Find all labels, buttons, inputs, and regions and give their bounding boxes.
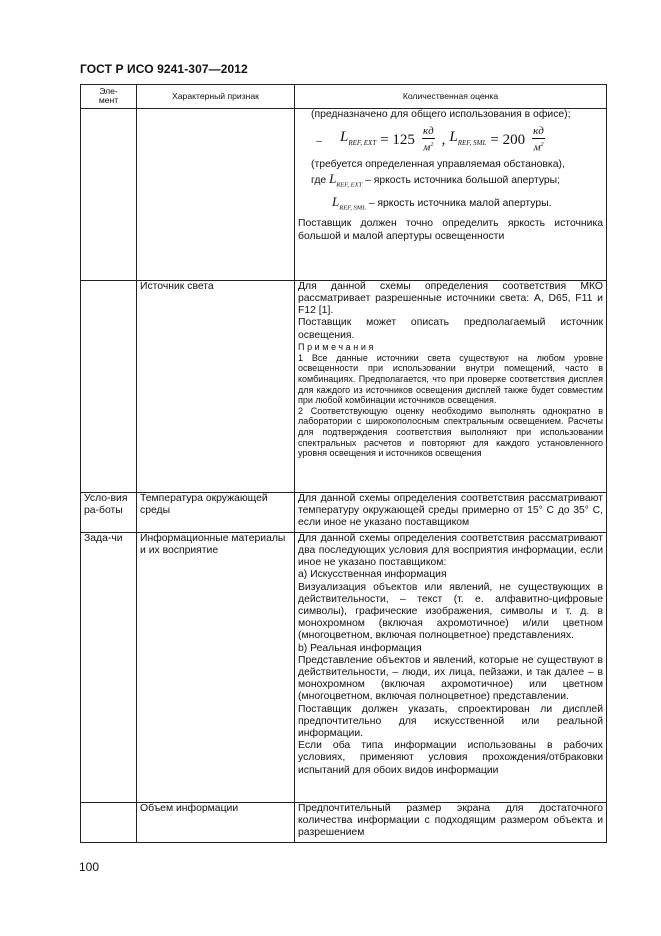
- table-row: [81, 802, 607, 842]
- feature-cell: Информационные материалы и их восприятие: [137, 532, 295, 802]
- page-number: 100: [79, 860, 100, 874]
- notes-heading: Примечания: [298, 341, 376, 352]
- element-cell: Усло-вия ра-боты: [81, 492, 137, 532]
- table-row: [81, 108, 607, 280]
- assessment-cell: Для данной схемы определения соответствия МКО рассматривает разрешенные источники света: А, D65, F11 и F12 [1]. Поставщик может описать предполагаемый источник освещения. Примечания 1 Все данные источники света существуют на любом уровне освещенности при использовании внутри помещений, часто в комбинациях. Предполагается, что при проверке соответствия дисплея для каждого из источников освещения дисплей также будет совместим при любой комбинации источников освещения. 2 Соответствующую оценку необходимо выполнять однократно в лаборатории с широкополосным спектральным освещением. Расчеты для подтверждения соответствия выполняют при использовании спектральных расчетов и повторяют для каждого установленного уровня освещения и источников освещения: [295, 280, 607, 492]
- header-assessment: Количественная оценка: [295, 85, 607, 109]
- feature-cell: Температура окружающей среды: [137, 492, 295, 532]
- luminance-formula: – $L_{REF, EXT}$ = 125 $\frac{кд}{м^2}$ , $L_{REF, SML}$ = 200 $\frac{кд}{м^2}$: [316, 125, 544, 154]
- assessment-cell: Для данной схемы определения соответствия рассматривают температуру окружающей среды примерно от 15° С до 35° С, если иное не указано поставщиком: [295, 492, 607, 532]
- feature-cell: Объем информации: [137, 802, 295, 842]
- feature-cell: Источник света: [137, 280, 295, 492]
- table-row: [81, 280, 607, 492]
- assessment-cell: Для данной схемы определения соответствия рассматривают два последующих условия для восприятия информации, если иное не указано поставщиком: a) Искусственная информация Визуализация объектов или явлений, не существующих в действительности, – текст (т. е. алфавитно-цифровые символы), графические изображения, символы и т. д. в монохромном (включая ахромотичное) и/или цветном (многоцветном, включая полноцветное) представлениях. b) Реальная информация Представление объектов и явлений, которые не существуют в действительности, – люди, их лица, пейзажи, и так далее – в монохромном (включая ахромотичное) или цветном (многоцветном, включая полноцветное) представлении. Поставщик должен указать, спроектирован ли дисплей предпочтительно для искусственной или реальной информации. Если оба типа информации использованы в рабочих условиях, применяют условия прохождения/отбраковки испытаний для обоих видов информации: [295, 532, 607, 802]
- element-cell: Зада-чи: [81, 532, 137, 802]
- requirements-table: [80, 84, 607, 843]
- table-row: [81, 532, 607, 802]
- header-feature: Характерный признак: [137, 85, 295, 109]
- document-title: ГОСТ Р ИСО 9241-307—2012: [80, 62, 248, 76]
- header-element: Эле- мент: [81, 85, 137, 109]
- assessment-cell: Предпочтительный размер экрана для достаточного количества информации с подходящим размером объекта и разрешением: [295, 802, 607, 842]
- table-header-row: [81, 85, 607, 109]
- assessment-cell: (предназначено для общего использования в офисе); – $L_{REF, EXT}$ = 125 $\frac{кд}{м^2}$ , $L_{REF, SML}$ = 200 $\frac{кд}{м^2}$ (требуется определенная управляемая обстановка), где $L_{REF, EXT}$ – яркость источника большой апертуры; $L_{REF, SML}$ – яркость источника малой апертуры. Поставщик должен точно определить яркость источника большой и малой апертуры освещенности: [295, 108, 607, 280]
- table-row: [81, 492, 607, 532]
